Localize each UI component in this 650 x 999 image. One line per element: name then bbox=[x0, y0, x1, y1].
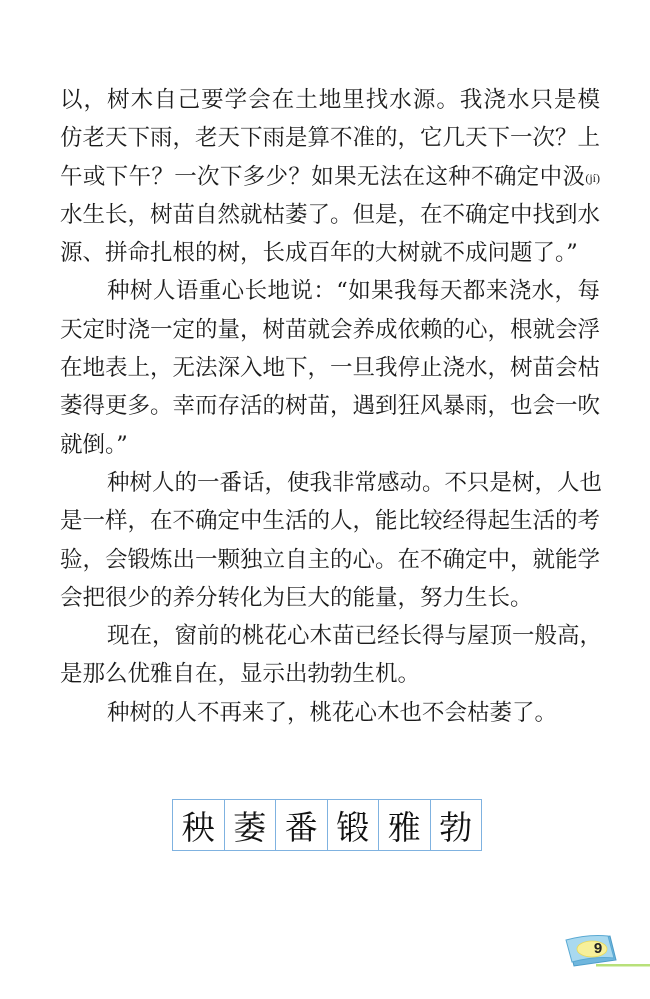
pinyin-annotation: (jí) bbox=[585, 170, 600, 185]
paragraph-2 bbox=[60, 272, 600, 463]
text-line: 种树人的一番话，使我非常感动。不只是树，人也 bbox=[107, 469, 603, 496]
paragraph-4 bbox=[60, 617, 603, 694]
text-line-with-pinyin bbox=[60, 158, 600, 196]
text-line: 是一样，在不确定中生活的人，能比较经得起生活的考 bbox=[60, 508, 601, 535]
text-line: 天定时浇一定的量，树苗就会养成依赖的心，根就会浮 bbox=[60, 316, 601, 343]
paragraph-1 bbox=[60, 81, 600, 272]
article-body bbox=[60, 81, 603, 732]
text-segment: 午或下午？一次下多少？如果无法在这种不确定中汲 bbox=[60, 163, 586, 190]
text-line: 水生长，树苗自然就枯萎了。但是，在不确定中找到水 bbox=[60, 201, 601, 228]
paragraph-5 bbox=[60, 694, 600, 732]
text-line: 验，会锻炼出一颗独立自主的心。在不确定中，就能学 bbox=[60, 546, 601, 573]
vocab-char-cell: 番 bbox=[276, 800, 328, 850]
vocab-char-cell: 锻 bbox=[328, 800, 380, 850]
text-line: 是那么优雅自在，显示出勃勃生机。 bbox=[60, 661, 421, 688]
text-line: 现在，窗前的桃花心木苗已经长得与屋顶一般高， bbox=[107, 623, 603, 650]
page-number: 9 bbox=[593, 940, 603, 957]
text-line: 会把很少的养分转化为巨大的能量，努力生长。 bbox=[60, 584, 533, 611]
vocab-char-cell: 勃 bbox=[439, 807, 473, 847]
vocab-char-cell: 雅 bbox=[379, 800, 431, 850]
text-line: 萎得更多。幸而存活的树苗，遇到狂风暴雨，也会一吹 bbox=[60, 393, 601, 420]
page-footer bbox=[560, 930, 650, 975]
text-line: 仿老天下雨，老天下雨是算不准的，它几天下一次？上 bbox=[60, 125, 601, 152]
vocab-char-cell: 萎 bbox=[225, 800, 277, 850]
text-line: 就倒。” bbox=[60, 431, 128, 458]
vocab-char-cell: 秧 bbox=[173, 800, 225, 850]
paragraph-3 bbox=[60, 464, 603, 617]
vocabulary-character-grid bbox=[172, 799, 482, 851]
text-line: 在地表上，无法深入地下，一旦我停止浇水，树苗会枯 bbox=[60, 355, 601, 382]
text-line: 以，树木自己要学会在土地里找水源。我浇水只是模 bbox=[60, 87, 600, 113]
text-line: 源、拼命扎根的树，长成百年的大树就不成问题了。” bbox=[60, 240, 578, 267]
text-line: 种树人语重心长地说：“如果我每天都来浇水，每 bbox=[107, 278, 600, 305]
text-line: 种树的人不再来了，桃花心木也不会枯萎了。 bbox=[107, 699, 558, 726]
